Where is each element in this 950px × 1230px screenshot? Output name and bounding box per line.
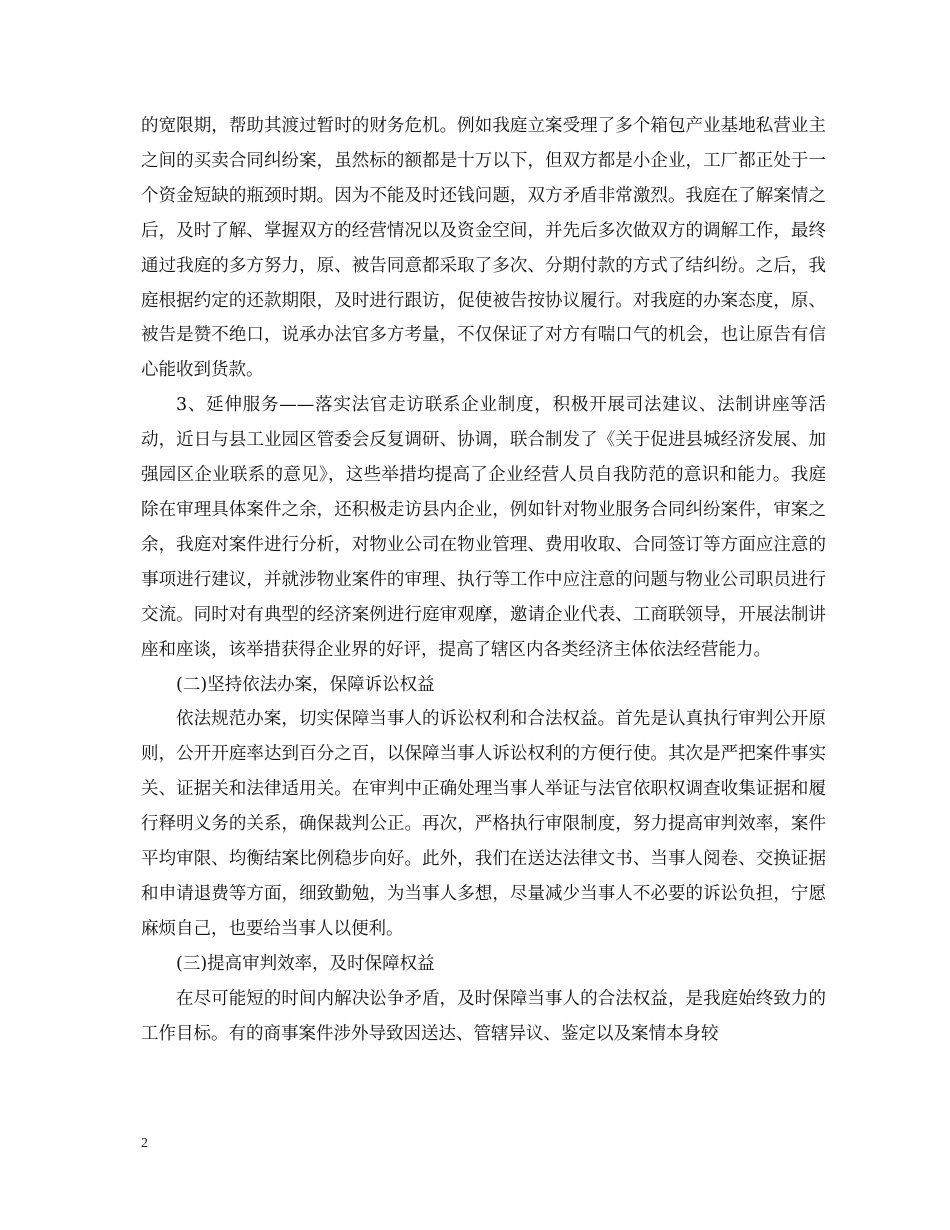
paragraph-4: 在尽可能短的时间内解决讼争矛盾，及时保障当事人的合法权益，是我庭始终致力的工作目标。有的商事案件涉外导致因送达、管辖异议、鉴定以及案情本身较 xyxy=(141,988,826,1044)
section-heading-2: (二)坚持依法办案，保障诉讼权益 xyxy=(176,674,435,695)
paragraph-3: 依法规范办案，切实保障当事人的诉讼权利和合法权益。首先是认真执行审判公开原则，公开开庭率达到百分之百，以保障当事人诉讼权利的方便行使。其次是严把案件事实关、证据关和法律适用关。在审判中正确处理当事人举证与法官依职权调查收集证据和履行释明义务的关系，确保裁判公正。再次，严格执行审限制度，努力提高审判效率，案件平均审限、均衡结案比例稳步向好。此外，我们在送达法律文书、当事人阅卷、交换证据和申请退费等方面，细致勤勉，为当事人多想，尽量减少当事人不必要的诉讼负担，宁愿麻烦自己，也要给当事人以便利。 xyxy=(141,709,826,939)
paragraph-1: 的宽限期，帮助其渡过暂时的财务危机。例如我庭立案受理了多个箱包产业基地私营业主之间的买卖合同纠纷案，虽然标的额都是十万以下，但双方都是小企业，工厂都正处于一个资金短缺的瓶颈时期。因为不能及时还钱问题，双方矛盾非常激烈。我庭在了解案情之后，及时了解、掌握双方的经营情况以及资金空间，并先后多次做双方的调解工作，最终通过我庭的多方努力，原、被告同意都采取了多次、分期付款的方式了结纠纷。之后，我庭根据约定的还款期限，及时进行跟访，促使被告按协议履行。对我庭的办案态度，原、被告是赞不绝口，说承办法官多方考量，不仅保证了对方有喘口气的机会，也让原告有信心能收到货款。 xyxy=(141,116,826,381)
page-number: 2 xyxy=(141,1136,148,1151)
section-heading-3: (三)提高审判效率，及时保障权益 xyxy=(176,953,435,974)
body-text xyxy=(141,109,826,1051)
paragraph-2: 3、延伸服务——落实法官走访联系企业制度，积极开展司法建议、法制讲座等活动，近日与县工业园区管委会反复调研、协调，联合制发了《关于促进县城经济发展、加强园区企业联系的意见》，这些举措均提高了企业经营人员自我防范的意识和能力。我庭除在审理具体案件之余，还积极走访县内企业，例如针对物业服务合同纠纷案件，审案之余，我庭对案件进行分析，对物业公司在物业管理、费用收取、合同签订等方面应注意的事项进行建议，并就涉物业案件的审理、执行等工作中应注意的问题与物业公司职员进行交流。同时对有典型的经济案例进行庭审观摩，邀请企业代表、工商联领导，开展法制讲座和座谈，该举措获得企业界的好评，提高了辖区内各类经济主体依法经营能力。 xyxy=(141,395,826,660)
